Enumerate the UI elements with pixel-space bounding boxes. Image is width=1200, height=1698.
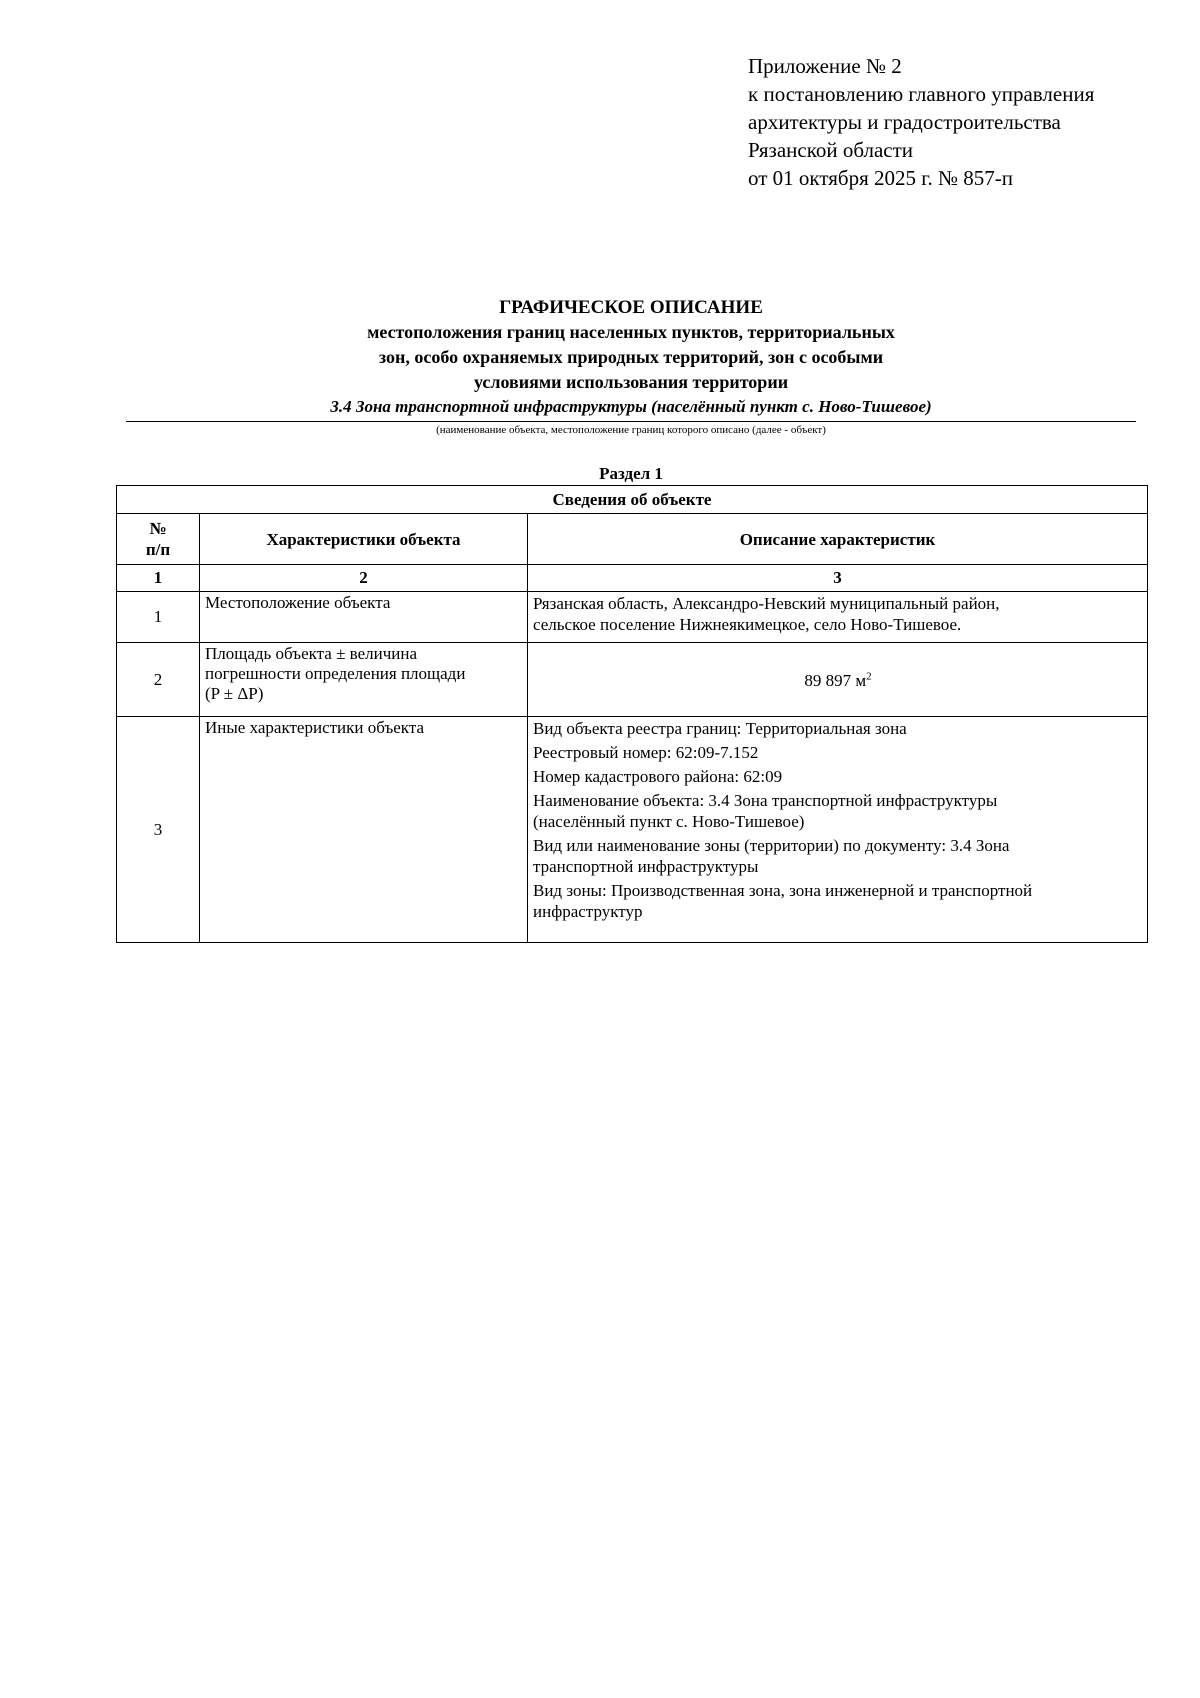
- title-main: ГРАФИЧЕСКОЕ ОПИСАНИЕ: [499, 297, 763, 318]
- detail-object-name: [533, 790, 1143, 832]
- document-title: [126, 295, 1136, 438]
- area-char-line-1: Площадь объекта ± величина: [205, 644, 418, 663]
- detail-zone-by-document: [533, 835, 1143, 877]
- table-header-row: [117, 514, 1148, 565]
- area-char-line-2: погрешности определения площади: [205, 664, 466, 683]
- appendix-line-4: Рязанской области: [748, 138, 914, 162]
- appendix-line-1: Приложение № 2: [748, 54, 902, 78]
- row-number: 3: [117, 717, 200, 943]
- detail-cadastral-district: Номер кадастрового района: 62:09: [533, 767, 783, 786]
- row-characteristic: Иные характеристики объекта: [200, 717, 528, 943]
- appendix-line-2: к постановлению главного управления: [748, 82, 1095, 106]
- table-caption-row: [117, 486, 1148, 514]
- title-sub-line-3: условиями использования территории: [473, 372, 789, 392]
- table-row: [117, 592, 1148, 643]
- row-details: [528, 717, 1148, 943]
- row-number: 1: [117, 592, 200, 643]
- row-characteristic: [200, 643, 528, 717]
- appendix-line-5: от 01 октября 2025 г. № 857-п: [748, 166, 1013, 190]
- column-number-row: [117, 565, 1148, 592]
- appendix-line-3: архитектуры и градостроительства: [748, 110, 1061, 134]
- detail-zone-type-line-1: Вид зоны: Производственная зона, зона инженерной и транспортной: [533, 881, 1033, 900]
- section-label: Раздел 1: [599, 464, 663, 483]
- object-name: 3.4 Зона транспортной инфраструктуры (населённый пункт с. Ново-Тишевое): [330, 397, 932, 416]
- location-line-1: Рязанская область, Александро-Невский муниципальный район,: [533, 594, 1000, 613]
- column-number-3: 3: [528, 565, 1148, 592]
- appendix-block: [748, 52, 1178, 192]
- header-num-line-1: №: [149, 519, 167, 538]
- header-characteristics: Характеристики объекта: [200, 514, 528, 565]
- column-number-2: 2: [200, 565, 528, 592]
- title-sub-line-1: местоположения границ населенных пунктов, территориальных: [367, 322, 895, 342]
- area-value: [528, 643, 1148, 717]
- row-characteristic: Местоположение объекта: [200, 592, 528, 643]
- title-sub-line-2: зон, особо охраняемых природных территорий, зон с особыми: [378, 347, 884, 367]
- detail-object-name-line-2: (населённый пункт с. Ново-Тишевое): [533, 812, 805, 831]
- object-caption: (наименование объекта, местоположение границ которого описано (далее - объект): [436, 424, 826, 436]
- row-description: [528, 592, 1148, 643]
- column-number-1: 1: [117, 565, 200, 592]
- detail-object-name-line-1: Наименование объекта: 3.4 Зона транспортной инфраструктуры: [533, 791, 998, 810]
- header-num: [117, 514, 200, 565]
- table-row: [117, 643, 1148, 717]
- table-caption: Сведения об объекте: [117, 486, 1148, 514]
- area-char-line-3: (P ± ΔP): [205, 684, 264, 703]
- detail-zone-type-line-2: инфраструктур: [533, 902, 643, 921]
- area-unit-superscript: 2: [866, 669, 872, 682]
- object-info-table: [116, 485, 1148, 943]
- header-num-line-2: п/п: [145, 540, 171, 559]
- detail-registry-type: Вид объекта реестра границ: Территориальная зона: [533, 719, 907, 738]
- header-description: Описание характеристик: [528, 514, 1148, 565]
- location-line-2: сельское поселение Нижнеякимецкое, село Ново-Тишевое.: [533, 615, 962, 634]
- row-number: 2: [117, 643, 200, 717]
- table-row: [117, 717, 1148, 943]
- detail-registry-number: Реестровый номер: 62:09-7.152: [533, 743, 759, 762]
- area-number: 89 897 м: [804, 670, 867, 690]
- detail-zone-type: [533, 880, 1143, 922]
- detail-zone-by-document-line-1: Вид или наименование зоны (территории) по документу: 3.4 Зона: [533, 836, 1010, 855]
- detail-zone-by-document-line-2: транспортной инфраструктуры: [533, 857, 759, 876]
